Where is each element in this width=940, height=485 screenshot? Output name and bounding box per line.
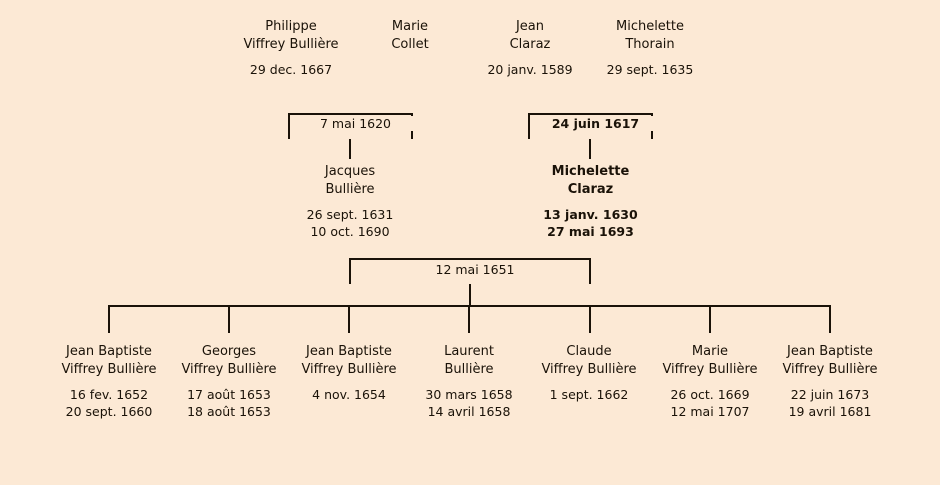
child-drop-line-5 [589,305,591,333]
person-date1: 4 nov. 1654 [312,387,386,403]
spacer [284,378,414,387]
spacer [765,378,895,387]
person-date1: 13 janv. 1630 [543,207,638,223]
person-child-1 [44,343,174,421]
person-date2: 27 mai 1693 [547,223,634,239]
person-name-line1: Claude [566,344,612,359]
person-jean-claraz [470,18,590,79]
person-child-4 [404,343,534,421]
person-name-line1: Georges [201,344,257,359]
person-name-line2: Viffrey Bullière [541,361,637,377]
person-date2: 19 avril 1681 [788,403,872,419]
marriage-date-3: 12 mai 1651 [410,262,540,277]
spacer [164,378,294,387]
person-name-line1: Michelette [551,164,630,179]
person-date2: 18 août 1653 [187,403,271,419]
person-name-line1: Marie [391,19,429,34]
child-drop-line-3 [348,305,350,333]
person-name-line1: Jacques [324,164,376,179]
spacer [404,378,534,387]
person-date1: 20 janv. 1589 [487,62,573,78]
person-child-3 [284,343,414,404]
spacer [470,53,590,62]
person-name-line1: Jean Baptiste [306,344,392,359]
child-drop-line-1 [108,305,110,333]
person-date1: 26 oct. 1669 [670,387,750,403]
person-name-line2: Viffrey Bullière [301,361,397,377]
children-descent-line [469,284,471,306]
person-name-line2: Claraz [509,36,551,52]
spacer [290,198,410,207]
marriage-descent-line-2 [589,139,591,159]
person-date2: 12 mai 1707 [670,403,750,419]
person-michelette-claraz [528,163,653,241]
person-date1: 30 mars 1658 [425,387,513,403]
person-jacques-bulliere [290,163,410,241]
child-drop-line-2 [228,305,230,333]
person-name-line1: Jean [515,19,545,34]
person-name-line2: Viffrey Bullière [243,36,339,52]
spacer [590,53,710,62]
person-child-7 [765,343,895,421]
person-date1: 29 sept. 1635 [606,62,694,78]
person-name-line2: Bullière [325,181,375,197]
child-drop-line-6 [709,305,711,333]
spacer [216,53,366,62]
child-drop-line-7 [829,305,831,333]
person-name-line2: Thorain [625,36,675,52]
spacer [524,378,654,387]
person-date1: 16 fev. 1652 [69,387,149,403]
person-name-line1: Michelette [615,19,684,34]
person-date1: 29 dec. 1667 [249,62,333,78]
person-child-6 [645,343,775,421]
person-date1: 17 août 1653 [187,387,271,403]
person-child-2 [164,343,294,421]
marriage-date-1: 7 mai 1620 [298,116,413,131]
marriage-date-2: 24 juin 1617 [538,116,653,131]
person-name-line1: Jean Baptiste [787,344,873,359]
person-name-line2: Viffrey Bullière [61,361,157,377]
person-michelette-thorain [590,18,710,79]
person-date2: 20 sept. 1660 [65,403,153,419]
person-date2: 10 oct. 1690 [310,223,390,239]
spacer [44,378,174,387]
person-name-line2: Claraz [567,181,614,197]
person-name-line2: Collet [391,36,429,52]
person-name-line1: Jean Baptiste [66,344,152,359]
marriage-descent-line-1 [349,139,351,159]
person-name-line1: Laurent [444,344,494,359]
spacer [528,198,653,207]
person-name-line2: Viffrey Bullière [662,361,758,377]
person-name-line2: Bullière [444,361,494,377]
person-name-line2: Viffrey Bullière [181,361,277,377]
person-name-line1: Marie [691,344,729,359]
child-drop-line-4 [468,305,470,333]
person-philippe-viffrey-bulliere [216,18,366,79]
person-name-line1: Philippe [265,19,317,34]
person-date1: 1 sept. 1662 [549,387,629,403]
person-name-line2: Viffrey Bullière [782,361,878,377]
spacer [645,378,775,387]
person-child-5 [524,343,654,404]
person-marie-collet [350,18,470,53]
person-date1: 22 juin 1673 [790,387,870,403]
person-date1: 26 sept. 1631 [306,207,394,223]
person-date2: 14 avril 1658 [427,403,511,419]
